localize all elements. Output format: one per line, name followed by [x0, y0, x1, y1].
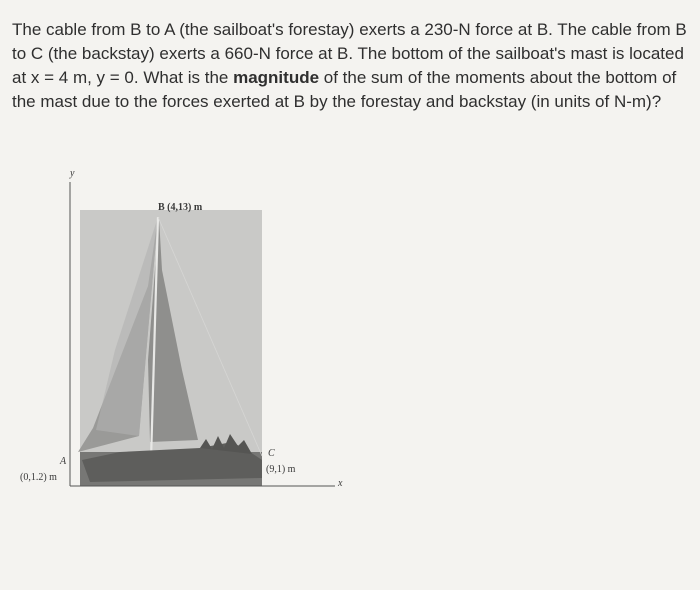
point-c-coords: (9,1) m [266, 464, 296, 475]
question-part-2: of the sum of the moments about the bottom of the mast due to the forces exerted at B by the forestay and backstay (in units of N-m)? [12, 68, 677, 111]
sailboat-diagram [0, 160, 700, 500]
point-c-letter: C [268, 448, 275, 459]
question-text [12, 18, 688, 114]
y-axis-label: y [70, 168, 75, 179]
point-b-label: B (4,13) m [158, 202, 203, 213]
point-a-letter: A [60, 456, 67, 467]
sailboat-figure [0, 160, 700, 500]
point-a-coords: (0,1.2) m [20, 472, 57, 483]
x-axis-label: x [338, 478, 343, 489]
question-emphasis: magnitude [233, 68, 320, 87]
question-part-1: The cable from B to A (the sailboat's forestay) exerts a 230-N force at B. The cable from B to C (the backstay) exerts a 660-N force at B. The bottom of the sailboat's mast is located at x = 4 m, y = 0. What is the [12, 20, 687, 87]
